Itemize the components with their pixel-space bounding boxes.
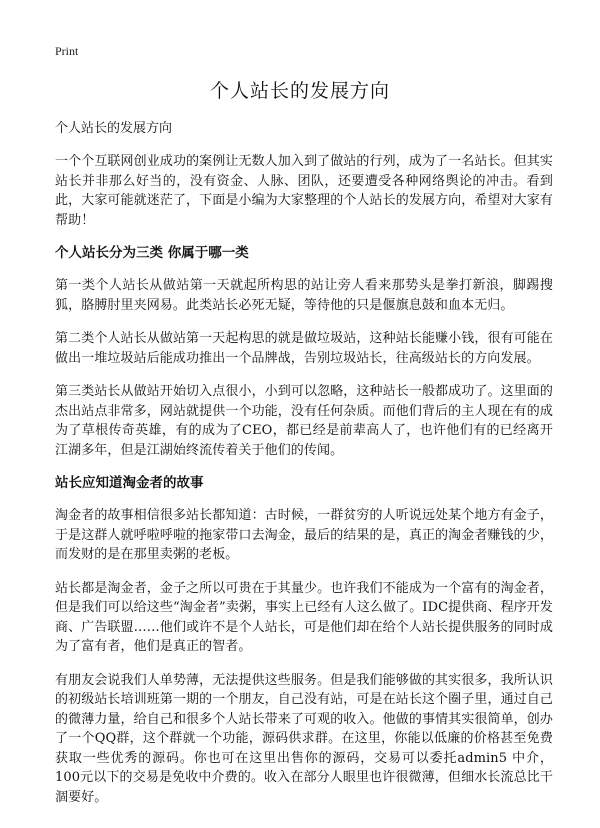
paragraph-qq-group: 有朋友会说我们人单势薄，无法提供这些服务。但是我们能够做的其实很多，我所认识的初级站长培训班第一期的一个朋友，自己没有站，可是在站长这个圈子里，通过自己的微薄力量，给自己和很多个人站长带来了可观的收入。他做的事情其实很简单，创办了一个QQ群，这个群就一个功能，源码供求群。在这里，你能以低廉的价格甚至免费获取一些优秀的源码。你也可在这里出售你的源码，交易可以委托admin5 中介，100元以下的交易是免收中介费的。收入在部分人眼里也许很微薄，但细水长流总比干涸要好。 (55, 672, 553, 805)
paragraph-type-three: 第三类站长从做站开始切入点很小，小到可以忽略，这种站长一般都成功了。这里面的杰出站点非常多，网站就提供一个功能，没有任何杂质。而他们背后的主人现在有的成为了草根传奇英雄，有的成为了CEO，都已经是前辈高人了，也许他们有的已经离开江湖多年，但是江湖始终流传着关于他们的传闻。 (55, 384, 553, 458)
paragraph-porridge-sellers: 站长都是淘金者，金子之所以可贵在于其量少。也许我们不能成为一个富有的淘金者，但是我们可以给这些“淘金者”卖粥，事实上已经有人这么做了。IDC提供商、程序开发商、广告联盟……他们或许不是个人站长，可是他们却在给个人站长提供服务的同时成为了富有者，他们是真正的智者。 (55, 580, 553, 654)
article-subtitle: 个人站长的发展方向 (55, 121, 173, 136)
page-title: 个人站长的发展方向 (209, 80, 390, 102)
article-body (55, 120, 553, 821)
print-link[interactable]: Print (55, 44, 79, 58)
section-heading-gold-digger: 站长应知道淘金者的故事 (55, 475, 204, 491)
paragraph-gold-story: 淘金者的故事相信很多站长都知道：古时候，一群贫穷的人听说远处某个地方有金子，于是这群人就呼啦呼啦的拖家带口去淘金，最后的结果的是，真正的淘金者赚钱的少，而发财的是在那里卖粥的老板。 (55, 508, 553, 562)
intro-paragraph: 一个个互联网创业成功的案例让无数人加入到了做站的行列，成为了一名站长。但其实站长并非那么好当的，没有资金、人脉、团队，还要遭受各种网络舆论的冲击。看到此，大家可能就迷茫了，下面是小编为大家整理的个人站长的发展方向，希望对大家有帮助！ (55, 154, 553, 228)
paragraph-type-two: 第二类个人站长从做站第一天起构思的就是做垃圾站，这种站长能赚小钱，很有可能在做出一堆垃圾站后能成功推出一个品牌战，告别垃圾站长，往高级站长的方向发展。 (55, 331, 553, 366)
section-heading-types: 个人站长分为三类 你属于哪一类 (55, 245, 249, 261)
paragraph-type-one: 第一类个人站长从做站第一天就起所构思的站让旁人看来那势头是拳打新浪，脚踢搜狐，胳膊肘里夹网易。此类站长必死无疑，等待他的只是偃旗息鼓和血本无归。 (55, 278, 553, 313)
